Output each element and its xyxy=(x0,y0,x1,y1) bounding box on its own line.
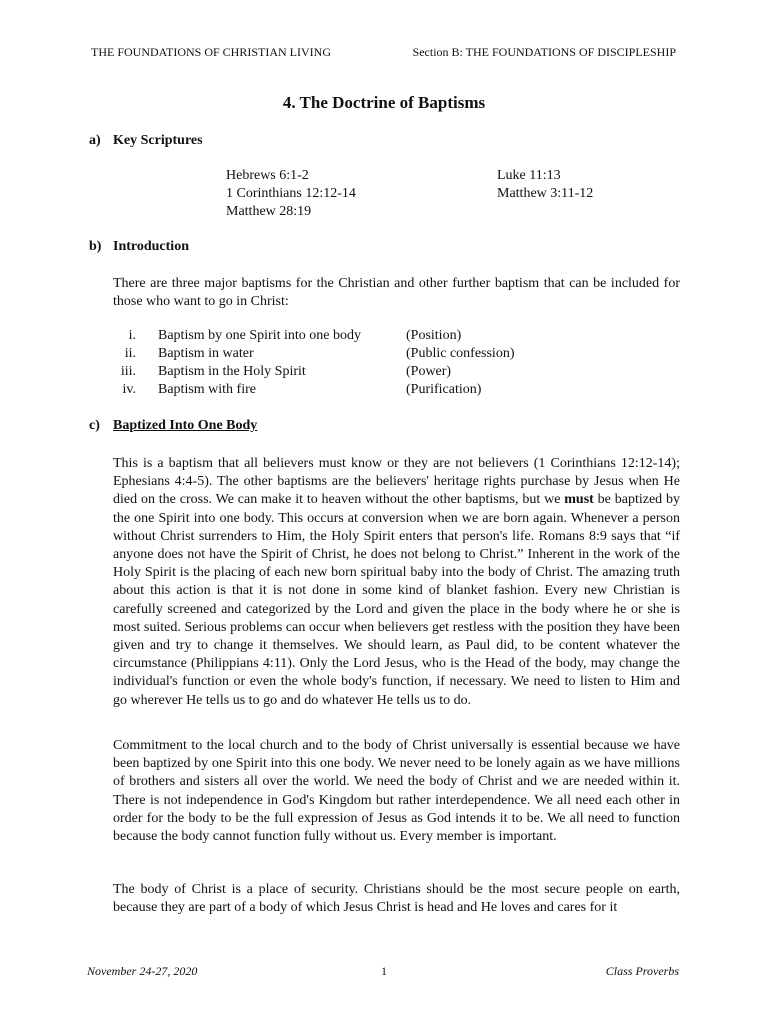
scripture-ref: Matthew 28:19 xyxy=(226,204,312,219)
section-b-letter: b) xyxy=(89,239,102,254)
scripture-ref: Matthew 3:11-12 xyxy=(497,186,594,201)
body-paragraph-1 xyxy=(113,455,680,710)
paragraph-text: be baptized by the one Spirit into one body. This occurs at conversion when we are born again. Whenever a person without Christ surrenders to Him, the Holy Spirit enters that person's life. Romans 8:9 says that “if anyone does not have the Spirit of Christ, he does not belong to Christ.” Inherent in the work of the Holy Spirit is the placing of each new born spiritual baby into the body of Christ. The amazing truth about this action is that it is not done in some kind of blanket fashion. Every new Christian is carefully screened and categorized by the Lord and given the place in the body where he or she is most suited. Serious problems can occur when believers get restless with the position they have been given and try to change it themselves. We should learn, as Paul did, to be content whatever the circumstance (Philippians 4:11). Only the Lord Jesus, who is the Head of the body, may change the individual's function or even the whole body's function, if necessary. We need to listen to Him and go wherever He tells us to go and do whatever He tells us to do. xyxy=(113,492,680,708)
list-item: Baptism with fire xyxy=(158,382,256,397)
section-c-title: Baptized Into One Body xyxy=(113,418,258,433)
scripture-ref: 1 Corinthians 12:12-14 xyxy=(226,186,356,201)
section-a-title: Key Scriptures xyxy=(113,133,203,148)
list-item-note: (Purification) xyxy=(406,382,482,397)
running-header-left: THE FOUNDATIONS OF CHRISTIAN LIVING xyxy=(91,45,331,59)
list-item: Baptism in the Holy Spirit xyxy=(158,364,306,379)
intro-paragraph xyxy=(113,275,680,311)
list-numeral: i. xyxy=(128,328,136,343)
section-a-letter: a) xyxy=(89,133,101,148)
emphasis-text: must xyxy=(564,492,594,508)
footer-course-name: Class Proverbs xyxy=(605,964,679,978)
footer-date: November 24-27, 2020 xyxy=(87,964,198,978)
list-numeral: ii. xyxy=(124,346,136,361)
scripture-ref: Luke 11:13 xyxy=(497,168,561,183)
list-item-note: (Power) xyxy=(406,364,452,379)
scripture-list-col1 xyxy=(226,167,356,221)
scripture-ref: Hebrews 6:1-2 xyxy=(226,168,309,183)
running-header-right: Section B: THE FOUNDATIONS OF DISCIPLESHIP xyxy=(412,45,676,59)
scripture-list-col2 xyxy=(497,167,593,203)
paragraph-text: Commitment to the local church and to the body of Christ universally is essential because we have been baptized by one Spirit into this one body. We never need to be lonely again as we have millions of brothers and sisters all over the world. We need the body of Christ and we are needed within it. There is not independence in God's Kingdom but rather interdependence. We all need each other in order for the body to be the full expression of Jesus as God intends it to be. We all need to function because the body cannot function fully without us. Every member is important. xyxy=(113,738,680,845)
body-paragraph-3 xyxy=(113,881,680,917)
list-item: Baptism by one Spirit into one body xyxy=(158,328,361,343)
body-paragraph-2 xyxy=(113,737,680,846)
page-number: 1 xyxy=(381,964,387,978)
section-c-letter: c) xyxy=(89,418,100,433)
list-numeral: iii. xyxy=(120,364,136,379)
paragraph-text: This is a baptism that all believers must know or they are not believers (1 Corinthians 12:12-14); Ephesians 4:4-5). The other baptisms are the believers' heritage rights purchase by Jesus when He died on the cross. We can make it to heaven without the other baptisms, but we xyxy=(113,456,680,508)
intro-text: There are three major baptisms for the Christian and other further baptism that can be included for those who want to go in Christ: xyxy=(113,276,680,310)
list-numeral: iv. xyxy=(122,382,136,397)
list-item-note: (Public confession) xyxy=(406,346,515,361)
list-item: Baptism in water xyxy=(158,346,254,361)
section-b-title: Introduction xyxy=(113,239,189,254)
paragraph-text: The body of Christ is a place of security. Christians should be the most secure people on earth, because they are part of a body of which Jesus Christ is head and He loves and cares for it xyxy=(113,882,680,916)
page-title: 4. The Doctrine of Baptisms xyxy=(282,93,486,112)
list-item-note: (Position) xyxy=(406,328,462,343)
